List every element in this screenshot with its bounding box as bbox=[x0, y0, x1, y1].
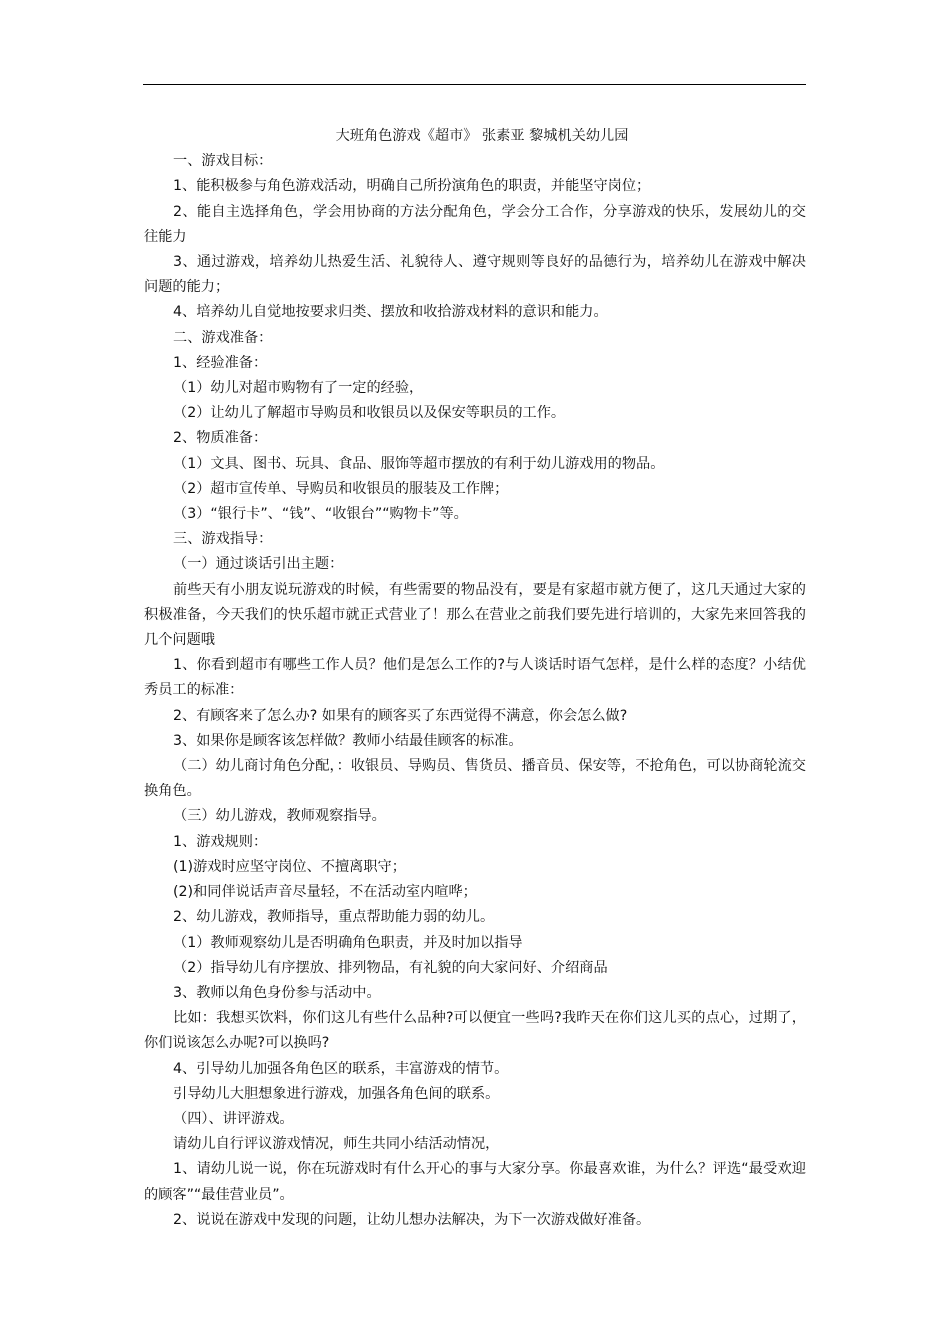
section-heading-goals: 一、游戏目标： bbox=[173, 153, 273, 170]
paragraph: （二）幼儿商讨角色分配，：收银员、导购员、售货员、播音员、保安等，不抢角色，可以协商轮流交换角色。 bbox=[144, 758, 806, 800]
paragraph: 4、培养幼儿自觉地按要求归类、摆放和收拾游戏材料的意识和能力。 bbox=[173, 304, 608, 321]
paragraph: （1）幼儿对超市购物有了一定的经验， bbox=[173, 380, 424, 397]
section-heading-guidance: 三、游戏指导： bbox=[173, 531, 273, 548]
paragraph: 4、引导幼儿加强各角色区的联系，丰富游戏的情节。 bbox=[173, 1060, 509, 1077]
paragraph: 前些天有小朋友说玩游戏的时候，有些需要的物品没有，要是有家超市就方便了，这几天通过大家的积极准备，今天我们的快乐超市就正式营业了！那么在营业之前我们要先进行培训的，大家先来回答我的几个问题哦 bbox=[144, 581, 806, 649]
paragraph: 比如：我想买饮料，你们这儿有些什么品种?可以便宜一些吗?我昨天在你们这儿买的点心，过期了，你们说该怎么办呢?可以换吗? bbox=[144, 1010, 806, 1052]
paragraph: （四）、讲评游戏。 bbox=[173, 1110, 294, 1127]
paragraph: 1、经验准备： bbox=[173, 354, 268, 371]
paragraph: （1）文具、图书、玩具、食品、服饰等超市摆放的有利于幼儿游戏用的物品。 bbox=[173, 455, 665, 472]
paragraph: （1）教师观察幼儿是否明确角色职责，并及时加以指导 bbox=[173, 934, 523, 951]
document-title: 大班角色游戏《超市》 张素亚 黎城机关幼儿园 bbox=[335, 128, 629, 144]
section-heading-preparation: 二、游戏准备： bbox=[173, 329, 273, 346]
paragraph: 1、你看到超市有哪些工作人员？他们是怎么工作的?与人谈话时语气怎样，是什么样的态度？小结优秀员工的标准： bbox=[144, 657, 806, 699]
paragraph: 3、通过游戏，培养幼儿热爱生活、礼貌待人、遵守规则等良好的品德行为，培养幼儿在游戏中解决问题的能力； bbox=[144, 254, 806, 296]
paragraph: 2、幼儿游戏，教师指导，重点帮助能力弱的幼儿。 bbox=[173, 909, 495, 926]
paragraph: (2)和同伴说话声音尽量轻，不在活动室内喧哗； bbox=[173, 884, 477, 901]
paragraph: （三）幼儿游戏，教师观察指导。 bbox=[173, 808, 386, 825]
paragraph: （2）超市宣传单、导购员和收银员的服装及工作牌； bbox=[173, 480, 509, 497]
paragraph: 3、教师以角色身份参与活动中。 bbox=[173, 984, 381, 1001]
paragraph: 2、说说在游戏中发现的问题，让幼儿想办法解决，为下一次游戏做好准备。 bbox=[173, 1211, 651, 1228]
header-rule bbox=[143, 84, 806, 85]
paragraph: 引导幼儿大胆想象进行游戏，加强各角色间的联系。 bbox=[173, 1085, 500, 1102]
paragraph: 1、能积极参与角色游戏活动，明确自己所扮演角色的职责，并能坚守岗位； bbox=[173, 178, 651, 195]
paragraph: 1、游戏规则： bbox=[173, 833, 268, 850]
paragraph: 2、有顾客来了怎么办? 如果有的顾客买了东西觉得不满意，你会怎么做? bbox=[173, 707, 628, 724]
paragraph: 3、如果你是顾客该怎样做？教师小结最佳顾客的标准。 bbox=[173, 732, 523, 749]
paragraph: 2、能自主选择角色，学会用协商的方法分配角色，学会分工合作，分享游戏的快乐，发展幼儿的交往能力 bbox=[144, 203, 806, 245]
paragraph: 请幼儿自行评议游戏情况，师生共同小结活动情况， bbox=[173, 1136, 500, 1153]
paragraph: （3）“银行卡”、“钱”、“收银台”“购物卡”等。 bbox=[173, 506, 468, 523]
paragraph: (1)游戏时应坚守岗位、不擅离职守； bbox=[173, 858, 406, 875]
document-body bbox=[144, 124, 806, 1233]
paragraph: （2）指导幼儿有序摆放、排列物品，有礼貌的向大家问好、介绍商品 bbox=[173, 959, 608, 976]
paragraph: （2）让幼儿了解超市导购员和收银员以及保安等职员的工作。 bbox=[173, 405, 566, 422]
paragraph: 1、请幼儿说一说，你在玩游戏时有什么开心的事与大家分享。你最喜欢谁，为什么？评选“最受欢迎的顾客”“最佳营业员”。 bbox=[144, 1161, 806, 1203]
paragraph: （一）通过谈话引出主题： bbox=[173, 556, 344, 573]
paragraph: 2、物质准备： bbox=[173, 430, 268, 447]
